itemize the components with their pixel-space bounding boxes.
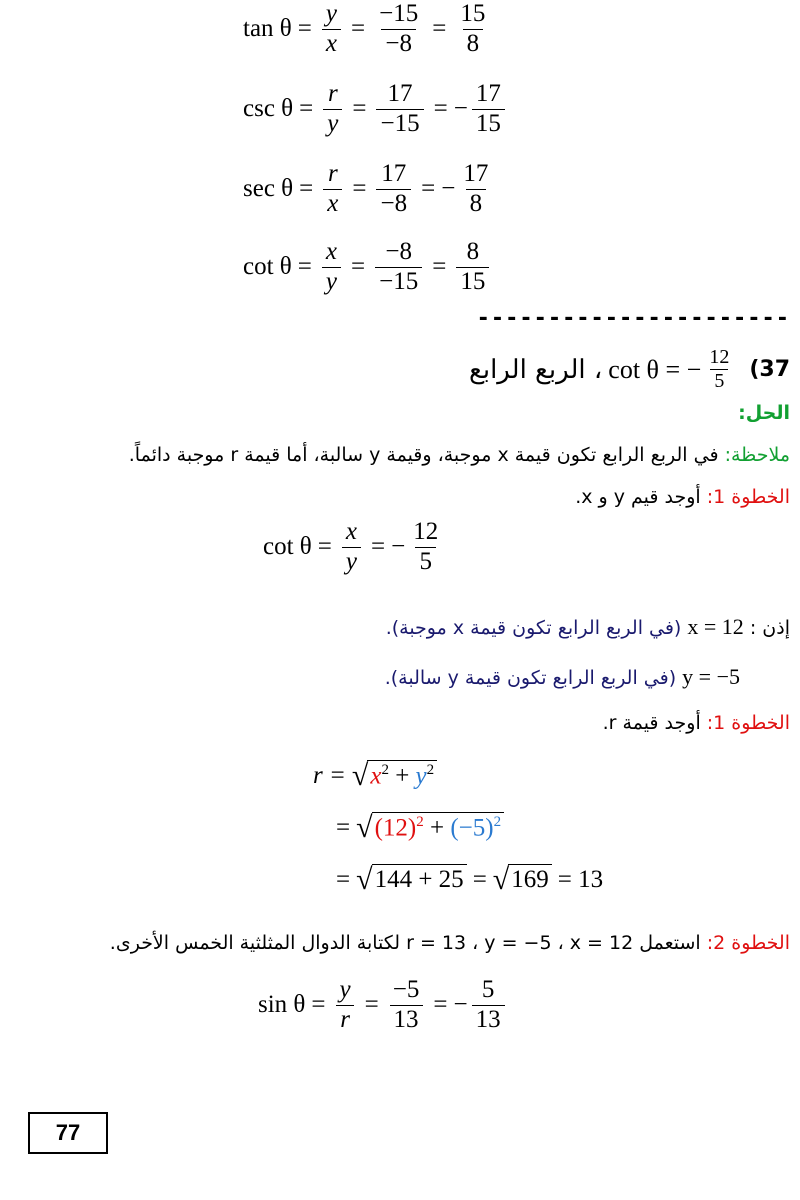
step1b-label: الخطوة 1: (706, 712, 790, 734)
cot-label: cot θ (243, 253, 292, 281)
solution-label: الحل: (738, 402, 790, 424)
x-equation: x = 12 (687, 614, 744, 639)
problem-statement: cot θ = − (608, 354, 702, 384)
step1a-label: الخطوة 1: (706, 486, 790, 508)
x-note: (في الربع الرابع تكون قيمة x موجبة). (385, 617, 682, 639)
note-line (129, 444, 790, 466)
step2-text: استعمل r = 13 ، y = −5 ، x = 12 لكتابة الدوال المثلثية الخمس الأخرى. (109, 932, 707, 954)
step1b-text: أوجد قيمة r. (602, 712, 707, 734)
cot-equation: cot θ = $\frac{x}{y}$ = $\frac{-8}{-15}$ = $\frac{8}{15}$ (243, 238, 493, 297)
problem-quadrant: ، الربع الرابع (469, 354, 603, 385)
r-equation-line3: = √ 144 + 25 = √ 169 = 13 (336, 863, 604, 896)
then-label: إذن : (743, 617, 790, 639)
step1a-text: أوجد قيم y و x. (575, 486, 707, 508)
csc-equation: csc θ = $\frac{r}{y}$ = $\frac{17}{-15}$ = − $\frac{17}{15}$ (243, 80, 509, 139)
tan-label: tan θ (243, 15, 292, 43)
y-value-line (385, 664, 740, 690)
csc-label: csc θ (243, 95, 294, 123)
page-number-box (28, 1112, 108, 1154)
sec-label: sec θ (243, 175, 294, 203)
cot-ratio-equation: cot θ = $\frac{x}{y}$ = − $\frac{12}{5}$ (263, 518, 439, 575)
step2-line (110, 932, 790, 954)
problem-number: (37 (749, 357, 790, 382)
r-equation-line1: r = √ $x^2 + y^2$ (313, 760, 437, 791)
step2-label: الخطوة 2: (706, 932, 790, 954)
note-text: في الربع الرابع تكون قيمة x موجبة، وقيمة y سالبة، أما قيمة r موجبة دائماً. (128, 444, 725, 466)
y-note: (في الربع الرابع تكون قيمة y سالبة). (384, 667, 677, 689)
step1b-line (603, 712, 790, 734)
sin-equation: sin θ = $\frac{y}{r}$ = $\frac{-5}{13}$ = − $\frac{5}{13}$ (258, 976, 509, 1035)
sec-equation: sec θ = $\frac{r}{x}$ = $\frac{17}{-8}$ = − $\frac{17}{8}$ (243, 160, 489, 217)
x-value-line (386, 614, 790, 640)
step1a-line (575, 486, 790, 508)
r-equation-line2: = √ $(12)^2 + (-5)^2$ (330, 812, 504, 843)
problem-header: ، الربع الرابع cot θ = − $\frac{12}{5}$ (37 (469, 346, 790, 392)
separator-line: ---------------------- (476, 306, 790, 331)
note-label: ملاحظة: (724, 444, 790, 466)
y-equation: y = −5 (682, 664, 740, 689)
tan-equation: tan θ = $\frac{y}{x}$ = $\frac{-15}{-8}$ = $\frac{15}{8}$ (243, 0, 486, 57)
page-number: 77 (55, 1120, 81, 1145)
